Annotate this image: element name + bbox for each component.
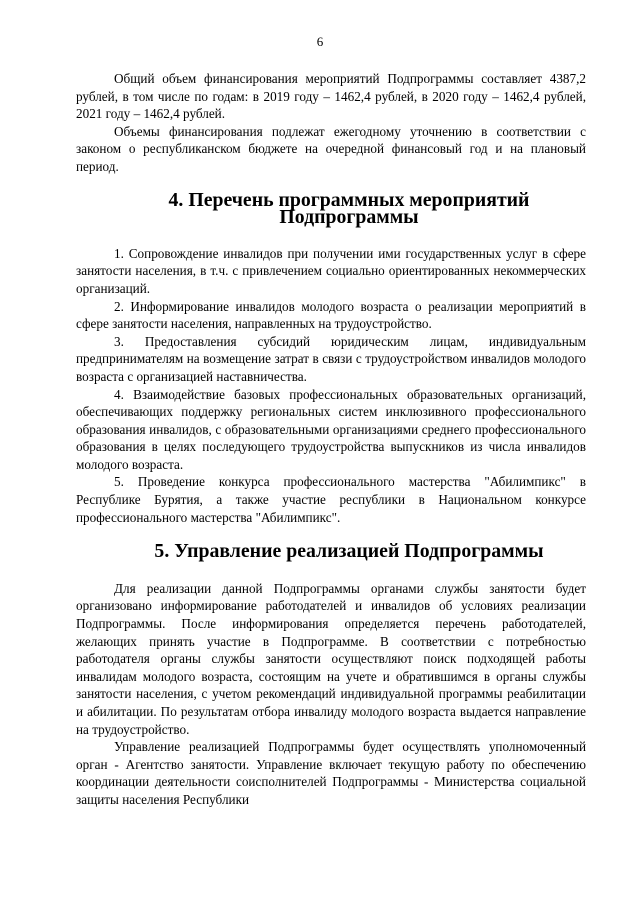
section-5-paragraph: Для реализации данной Подпрограммы органами службы занятости будет организовано информирование работодателей и инвалидов об условиях реализации Подпрограммы. После информирования определяется перечень работодателей, желающих принять участие в Подпрограмме. В соответствии с потребностью работодателя органы службы занятости осуществляют поиск подходящей работы инвалидам молодого возраста, состоящим на учете и обратившимся в органы службы занятости населения, с учетом рекомендаций индивидуальной программы реабилитации и абилитации. По результатам отбора инвалиду молодого возраста выдается направление на трудоустройство.: [76, 580, 586, 737]
section-4-item: 3. Предоставления субсидий юридическим лицам, индивидуальным предпринимателям на возмещение затрат в связи с трудоустройством инвалидов молодого возраста с организацией наставничества.: [76, 333, 586, 384]
section-4-item: 2. Информирование инвалидов молодого возраста о реализации мероприятий в сфере занятости населения, направленных на трудоустройство.: [76, 298, 586, 332]
section-5-heading: 5. Управление реализацией Подпрограммы: [154, 540, 544, 563]
page-number: 6: [316, 34, 324, 49]
section-4-item: 4. Взаимодействие базовых профессиональных образовательных организаций, обеспечивающих поддержку региональных систем инклюзивного профессионального образования инвалидов, с образовательными организациями среднего профессионального образования в целях последующего трудоустройства выпускников из числа инвалидов молодого возраста.: [76, 386, 586, 472]
section-4-item: 5. Проведение конкурса профессионального мастерства "Абилимпикс" в Республике Бурятия, а также участие республики в Национальном конкурсе профессионального мастерства "Абилимпикс".: [76, 474, 586, 525]
financing-paragraph: Объемы финансирования подлежат ежегодному уточнению в соответствии с законом о республиканском бюджете на очередной финансовый год и на плановый период.: [76, 123, 586, 174]
page-body: [76, 70, 586, 809]
section-4-heading: 4. Перечень программных мероприятий Подпрограммы: [168, 188, 530, 229]
section-4-item: 1. Сопровождение инвалидов при получении ими государственных услуг в сфере занятости населения, в т.ч. с привлечением социально ориентированных некоммерческих организаций.: [76, 245, 586, 296]
section-5-paragraph: Управление реализацией Подпрограммы будет осуществлять уполномоченный орган - Агентство занятости. Управление включает текущую работу по обеспечению координации деятельности соисполнителей Подпрограммы - Министерства социальной защиты населения Республики: [76, 739, 586, 807]
financing-paragraph: Общий объем финансирования мероприятий Подпрограммы составляет 4387,2 рублей, в том числе по годам: в 2019 году – 1462,4 рублей, в 2020 году – 1462,4 рублей, 2021 году – 1462,4 рублей.: [76, 71, 586, 122]
